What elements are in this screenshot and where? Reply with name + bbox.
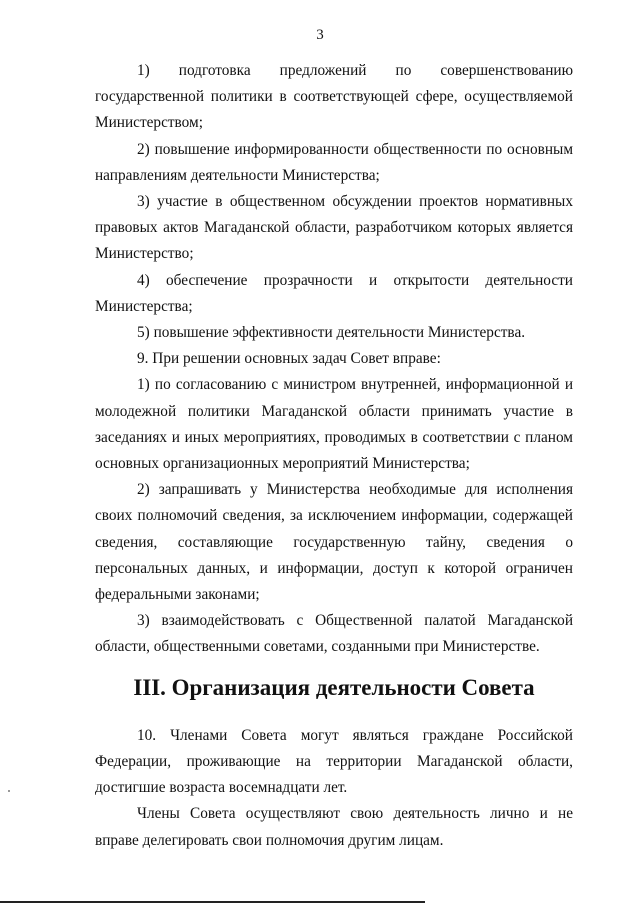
page-number: 3 <box>316 27 324 43</box>
paragraph-right-3: 3) взаимодействовать с Общественной палатой Магаданской области, общественными советами, созданными при Министерстве. <box>95 612 573 656</box>
paragraph-task-5: 5) повышение эффективности деятельности Министерства. <box>137 324 526 342</box>
paragraph-right-1: 1) по согласованию с министром внутренней, информационной и молодежной политики Магаданской области принимать участие в заседаниях и иных мероприятиях, проводимых в соответствии с планом основных организационных мероприятий Министерства; <box>95 376 573 473</box>
paragraph-task-4: 4) обеспечение прозрачности и открытости деятельности Министерства; <box>95 271 573 315</box>
document-body <box>95 58 573 854</box>
scan-mark <box>8 790 10 792</box>
paragraph-task-3: 3) участие в общественном обсуждении проектов нормативных правовых актов Магаданской области, разработчиком которых является Министерство; <box>95 193 573 263</box>
paragraph-right-2: 2) запрашивать у Министерства необходимые для исполнения своих полномочий сведения, за исключением информации, содержащей сведения, составляющие государственную тайну, сведения о персональных данных, и информации, доступ к которой ограничен федеральными законами; <box>95 481 573 604</box>
paragraph-clause-10: 10. Членами Совета могут являться граждане Российской Федерации, проживающие на территории Магаданской области, достигшие возраста восемнадцати лет. <box>95 726 573 797</box>
paragraph-task-2: 2) повышение информированности общественности по основным направлениям деятельности Министерства; <box>95 140 573 184</box>
paragraph-clause-9: 9. При решении основных задач Совет вправе: <box>137 350 441 368</box>
page-bottom-rule <box>0 901 425 903</box>
section-heading: III. Организация деятельности Совета <box>133 674 535 700</box>
paragraph-members-duties: Члены Совета осуществляют свою деятельность лично и не вправе делегировать свои полномочия другим лицам. <box>95 805 573 849</box>
paragraph-task-1: 1) подготовка предложений по совершенствованию государственной политики в соответствующей сфере, осуществляемой Министерством; <box>95 62 573 132</box>
